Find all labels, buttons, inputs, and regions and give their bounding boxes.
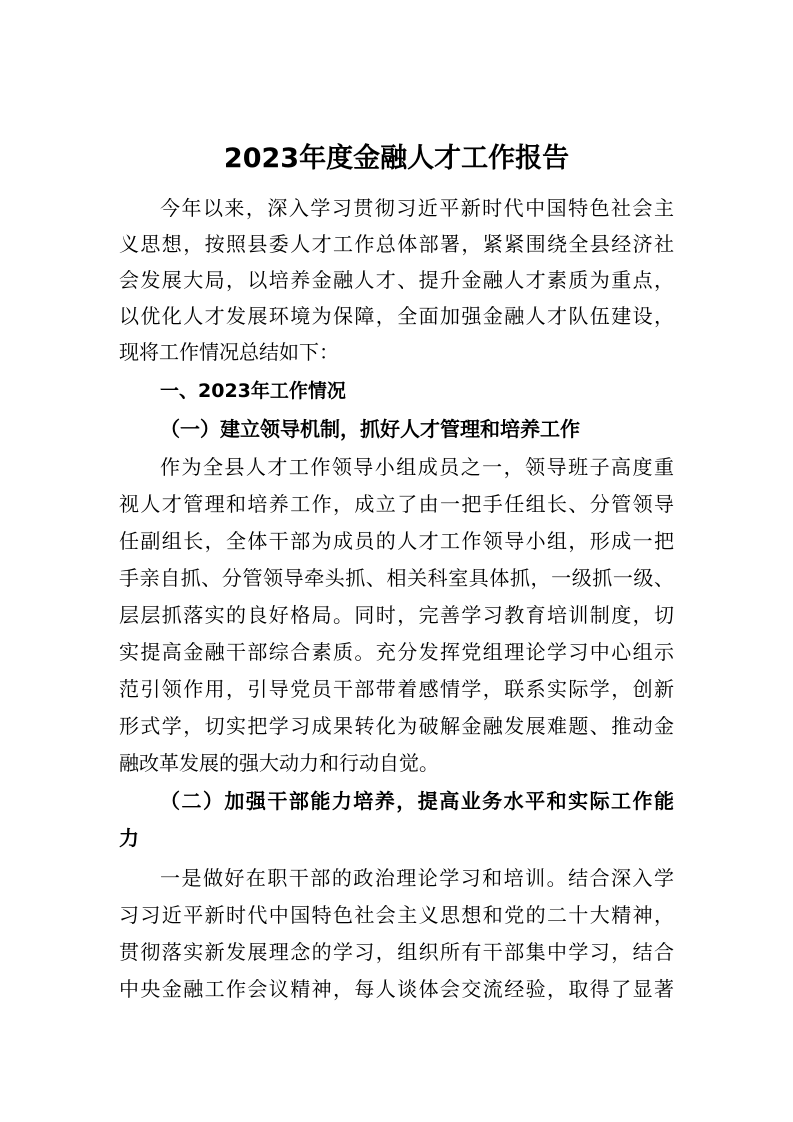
paragraph-line: 现将工作情况总结如下： (119, 340, 339, 364)
paragraph-line: 以优化人才发展环境为保障，全面加强金融人才队伍建设， (119, 304, 674, 328)
paragraph-line: 习习近平新时代中国特色社会主义思想和党的二十大精神， (119, 903, 674, 927)
paragraph-line: 融改革发展的强大动力和行动自觉。 (119, 751, 439, 775)
subsection-heading: 力 (119, 826, 139, 850)
paragraph-line: 层层抓落实的良好格局。同时，完善学习教育培训制度，切 (119, 603, 674, 627)
paragraph-line: 视人才管理和培养工作，成立了由一把手任组长、分管领导 (119, 492, 674, 516)
paragraph-line: 形式学，切实把学习成果转化为破解金融发展难题、推动金 (119, 714, 674, 738)
subsection-heading: （二）加强干部能力培养，提高业务水平和实际工作能 (160, 789, 674, 813)
paragraph-line: 中央金融工作会议精神，每人谈体会交流经验，取得了显著 (119, 977, 674, 1001)
paragraph-line: 范引领作用，引导党员干部带着感情学，联系实际学，创新 (119, 677, 674, 701)
paragraph-line: 实提高金融干部综合素质。充分发挥党组理论学习中心组示 (119, 640, 674, 664)
subsection-heading: （一）建立领导机制，抓好人才管理和培养工作 (160, 417, 580, 441)
paragraph-line: 任副组长，全体干部为成员的人才工作领导小组，形成一把 (119, 529, 674, 553)
paragraph-line: 会发展大局，以培养金融人才、提升金融人才素质为重点， (119, 268, 674, 292)
paragraph-line: 贯彻落实新发展理念的学习，组织所有干部集中学习，结合 (119, 940, 674, 964)
paragraph-line: 一是做好在职干部的政治理论学习和培训。结合深入学 (160, 866, 674, 890)
paragraph-line: 作为全县人才工作领导小组成员之一，领导班子高度重 (160, 455, 674, 479)
paragraph-line: 今年以来，深入学习贯彻习近平新时代中国特色社会主 (160, 196, 674, 220)
document-title: 2023年度金融人才工作报告 (223, 143, 570, 174)
paragraph-line: 手亲自抓、分管领导牵头抓、相关科室具体抓，一级抓一级、 (119, 566, 674, 590)
paragraph-line: 义思想，按照县委人才工作总体部署，紧紧围绕全县经济社 (119, 232, 674, 256)
section-heading: 一、2023年工作情况 (160, 380, 346, 402)
